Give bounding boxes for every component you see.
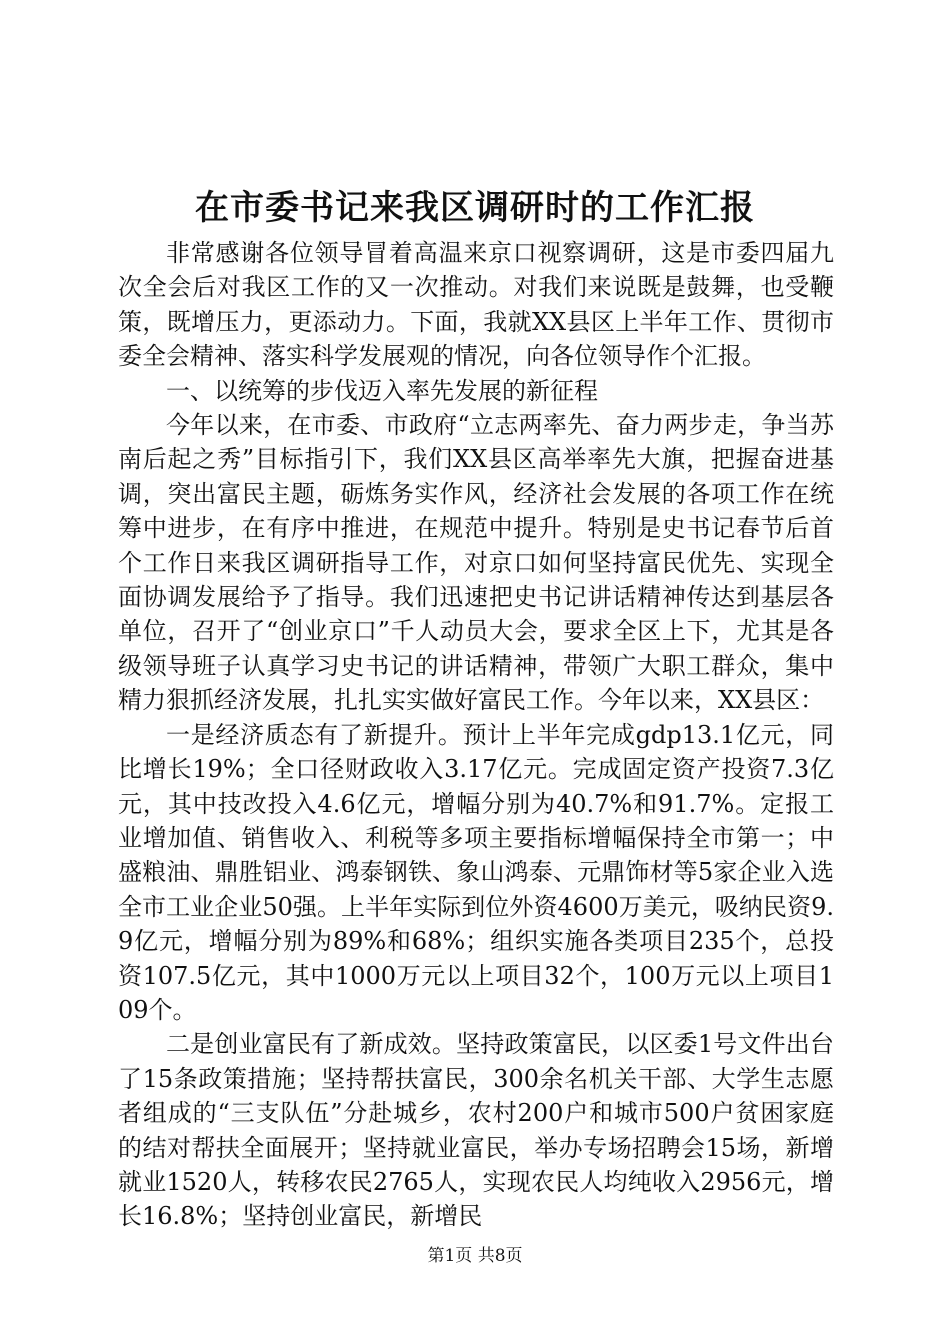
intro-paragraph: 非常感谢各位领导冒着高温来京口视察调研，这是市委四届九次全会后对我区工作的又一次推动。对我们来说既是鼓舞，也受鞭策，既增压力，更添动力。下面，我就XX县区上半年工作、贯彻市委全会精神、落实科学发展观的情况，向各位领导作个汇报。 (118, 239, 834, 371)
economy-paragraph: 一是经济质态有了新提升。预计上半年完成gdp13.1亿元，同比增长19%；全口径财政收入3.17亿元。完成固定资产投资7.3亿元，其中技改投入4.6亿元，增幅分别为40.7%和91.7%。定报工业增加值、销售收入、利税等多项主要指标增幅保持全市第一；中盛粮油、鼎胜铝业、鸿泰钢铁、象山鸿泰、元鼎饰材等5家企业入选全市工业企业50强。上半年实际到位外资4600万美元，吸纳民资9.9亿元，增幅分别为89%和68%；组织实施各类项目235个，总投资107.5亿元，其中1000万元以上项目32个，100万元以上项目109个。 (118, 720, 834, 1024)
document-title: 在市委书记来我区调研时的工作汇报 (195, 188, 755, 228)
document-body (118, 236, 834, 1234)
enrichment-paragraph: 二是创业富民有了新成效。坚持政策富民，以区委1号文件出台了15条政策措施；坚持帮扶富民，300余名机关干部、大学生志愿者组成的“三支队伍”分赴城乡，农村200户和城市500户贫困家庭的结对帮扶全面展开；坚持就业富民，举办专场招聘会15场，新增就业1520人，转移农民2765人，实现农民人均纯收入2956元，增长16.8%；坚持创业富民，新增民 (118, 1030, 834, 1231)
section-heading: 一、以统筹的步伐迈入率先发展的新征程 (166, 376, 598, 405)
body-paragraph: 今年以来，在市委、市政府“立志两率先、奋力两步走，争当苏南后起之秀”目标指引下，我们XX县区高举率先大旗，把握奋进基调，突出富民主题，砺炼务实作风，经济社会发展的各项工作在统筹中进步，在有序中推进，在规范中提升。特别是史书记春节后首个工作日来我区调研指导工作，对京口如何坚持富民优先、实现全面协调发展给予了指导。我们迅速把史书记讲话精神传达到基层各单位，召开了“创业京口”千人动员大会，要求全区上下，尤其是各级领导班子认真学习史书记的讲话精神，带领广大职工群众，集中精力狠抓经济发展，扎扎实实做好富民工作。今年以来，XX县区： (118, 411, 834, 715)
page-footer: 第1页 共8页 (427, 1246, 523, 1266)
